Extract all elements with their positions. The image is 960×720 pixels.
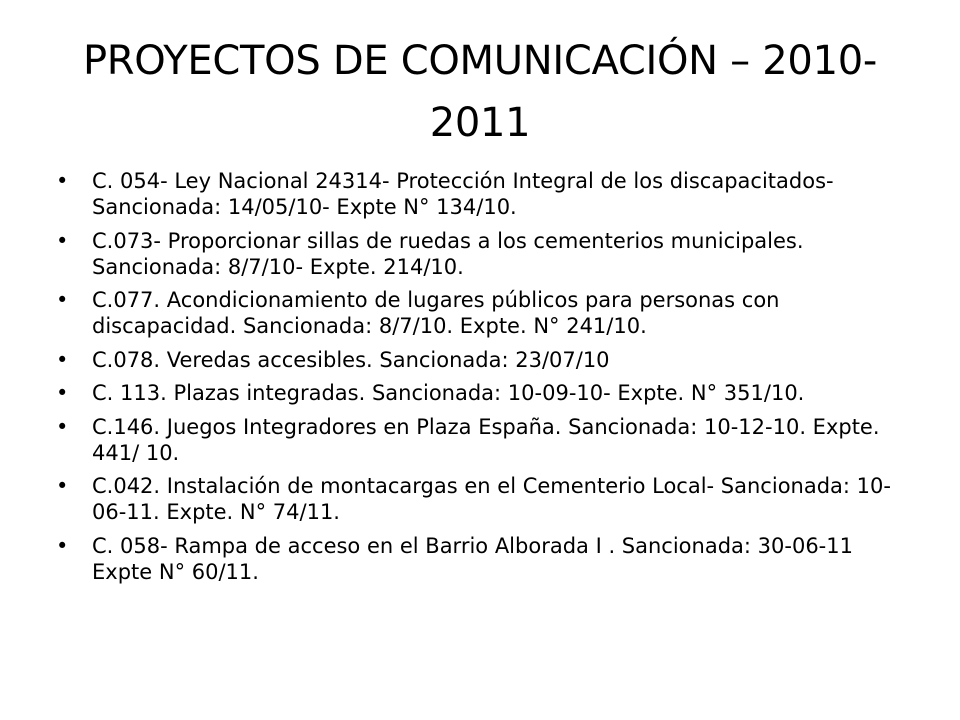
list-item bbox=[56, 347, 916, 373]
list-item bbox=[56, 414, 916, 466]
bullet-icon: • bbox=[56, 414, 69, 439]
list-item bbox=[56, 228, 916, 280]
bullet-icon: • bbox=[56, 381, 69, 405]
list-item bbox=[56, 168, 916, 220]
list-item bbox=[56, 533, 916, 585]
list-item-text: C.042. Instalación de montacargas en el Cementerio Local- Sancionada: 10-06-11. Expte. N° 74/11. bbox=[92, 474, 891, 524]
list-item-text: C. 058- Rampa de acceso en el Barrio Alborada I . Sancionada: 30-06-11 Expte N° 60/11. bbox=[92, 533, 853, 584]
bullet-icon: • bbox=[56, 288, 69, 312]
bullet-icon: • bbox=[56, 474, 69, 498]
list-item bbox=[56, 380, 916, 406]
bullet-icon: • bbox=[56, 347, 69, 372]
bullet-icon: • bbox=[56, 228, 69, 253]
list-item-text: C.077. Acondicionamiento de lugares públicos para personas con discapacidad. Sancionada: 8/7/10. Expte. N° 241/10. bbox=[92, 288, 780, 338]
list-item-text: C. 054- Ley Nacional 24314- Protección Integral de los discapacitados- Sancionada: 14/05/10- Expte N° 134/10. bbox=[92, 169, 834, 219]
bullet-icon: • bbox=[56, 533, 69, 558]
list-item bbox=[56, 287, 916, 339]
slide-title: PROYECTOS DE COMUNICACIÓN – 2010-2011 bbox=[82, 38, 878, 146]
list-item-text: C.146. Juegos Integradores en Plaza España. Sancionada: 10-12-10. Expte. 441/ 10. bbox=[92, 414, 880, 465]
bullet-list bbox=[56, 168, 916, 592]
list-item bbox=[56, 473, 916, 525]
list-item-text: C.078. Veredas accesibles. Sancionada: 23/07/10 bbox=[92, 347, 610, 372]
list-item-text: C. 113. Plazas integradas. Sancionada: 10-09-10- Expte. N° 351/10. bbox=[92, 381, 805, 405]
bullet-icon: • bbox=[56, 169, 69, 193]
list-item-text: C.073- Proporcionar sillas de ruedas a los cementerios municipales. Sancionada: 8/7/10- Expte. 214/10. bbox=[92, 228, 804, 279]
